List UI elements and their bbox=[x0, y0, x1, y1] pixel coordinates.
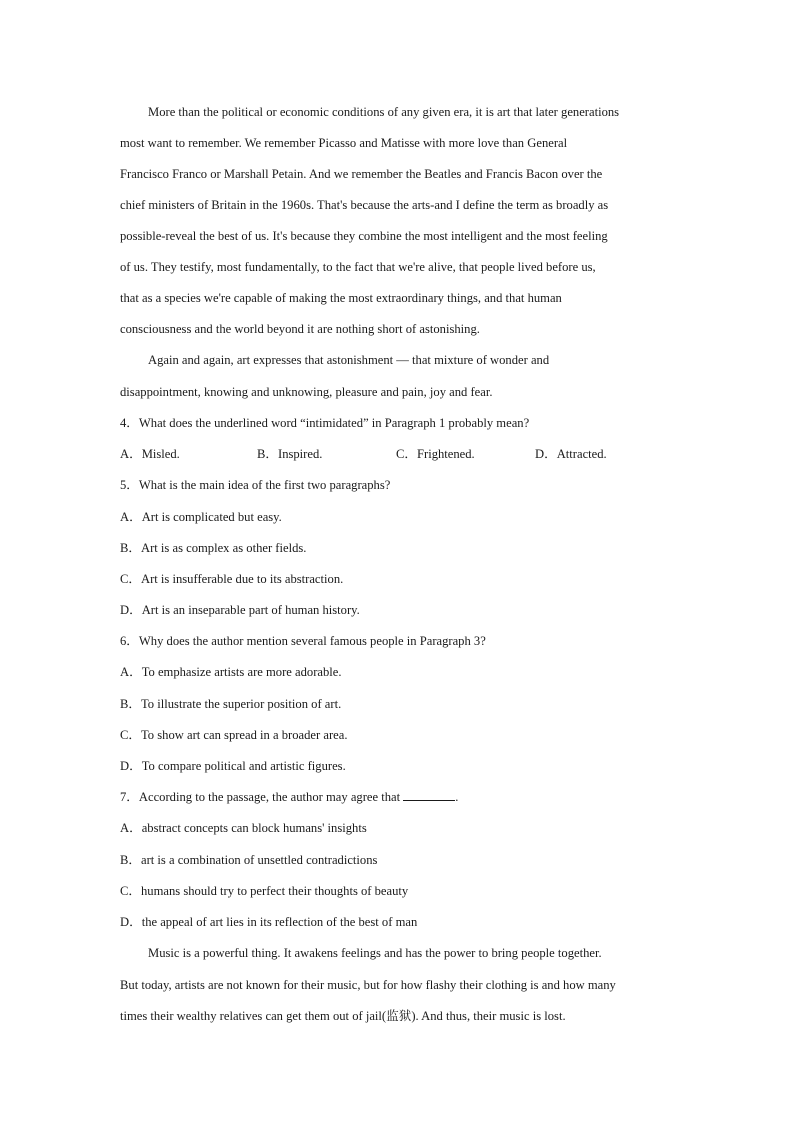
paragraph-1-line: most want to remember. We remember Picasso and Matisse with more love than General bbox=[120, 136, 568, 150]
question-4-options bbox=[120, 446, 680, 462]
question-5-option-a[interactable]: A．Art is complicated but easy. bbox=[120, 510, 282, 524]
paragraph-1-line: that as a species we're capable of making the most extraordinary things, and that human bbox=[120, 291, 562, 305]
question-4-option-b[interactable]: B．Inspired. bbox=[257, 447, 323, 461]
question-7-option-d[interactable]: D．the appeal of art lies in its reflection of the best of man bbox=[120, 915, 418, 929]
question-6-option-d[interactable]: D．To compare political and artistic figures. bbox=[120, 759, 346, 773]
paragraph-1-line: consciousness and the world beyond it are nothing short of astonishing. bbox=[120, 322, 480, 336]
paragraph-1-line: Francisco Franco or Marshall Petain. And we remember the Beatles and Francis Bacon over the bbox=[120, 167, 603, 181]
question-7-stem-end: . bbox=[455, 790, 459, 804]
question-6-stem: 6．Why does the author mention several famous people in Paragraph 3? bbox=[120, 634, 486, 648]
question-6-option-a[interactable]: A．To emphasize artists are more adorable. bbox=[120, 665, 342, 679]
question-5-option-d[interactable]: D．Art is an inseparable part of human history. bbox=[120, 603, 360, 617]
question-4-stem: 4．What does the underlined word “intimidated” in Paragraph 1 probably mean? bbox=[120, 416, 530, 430]
question-5-option-c[interactable]: C．Art is insufferable due to its abstraction. bbox=[120, 572, 344, 586]
paragraph-2-line: disappointment, knowing and unknowing, pleasure and pain, joy and fear. bbox=[120, 385, 493, 399]
question-7-option-b[interactable]: B．art is a combination of unsettled contradictions bbox=[120, 853, 378, 867]
question-4-option-a[interactable]: A．Misled. bbox=[120, 447, 180, 461]
paragraph-1-line: More than the political or economic conditions of any given era, it is art that later generations bbox=[148, 105, 620, 119]
question-4-option-d[interactable]: D．Attracted. bbox=[535, 447, 607, 461]
paragraph-2-line: Again and again, art expresses that astonishment — that mixture of wonder and bbox=[148, 353, 550, 367]
paragraph-1-line: possible-reveal the best of us. It's because they combine the most intelligent and the most feeling bbox=[120, 229, 608, 243]
question-5-stem: 5．What is the main idea of the first two paragraphs? bbox=[120, 478, 391, 492]
passage-2-line: times their wealthy relatives can get them out of jail(监狱). And thus, their music is lost. bbox=[120, 1009, 566, 1023]
question-7-stem bbox=[120, 789, 680, 805]
question-6-option-b[interactable]: B．To illustrate the superior position of art. bbox=[120, 697, 342, 711]
paragraph-1-line: chief ministers of Britain in the 1960s. That's because the arts-and I define the term as broadly as bbox=[120, 198, 609, 212]
question-7-option-c[interactable]: C．humans should try to perfect their thoughts of beauty bbox=[120, 884, 409, 898]
question-6-option-c[interactable]: C．To show art can spread in a broader area. bbox=[120, 728, 348, 742]
passage-2-line: But today, artists are not known for their music, but for how flashy their clothing is and how many bbox=[120, 978, 616, 992]
answer-blank bbox=[403, 789, 455, 801]
question-7-option-a[interactable]: A．abstract concepts can block humans' insights bbox=[120, 821, 367, 835]
question-4-option-c[interactable]: C．Frightened. bbox=[396, 447, 475, 461]
question-5-option-b[interactable]: B．Art is as complex as other fields. bbox=[120, 541, 307, 555]
question-7-stem-text: 7．According to the passage, the author may agree that bbox=[120, 790, 401, 804]
paragraph-1-line: of us. They testify, most fundamentally, to the fact that we're alive, that people lived before us, bbox=[120, 260, 596, 274]
passage-2-line: Music is a powerful thing. It awakens feelings and has the power to bring people together. bbox=[148, 946, 602, 960]
